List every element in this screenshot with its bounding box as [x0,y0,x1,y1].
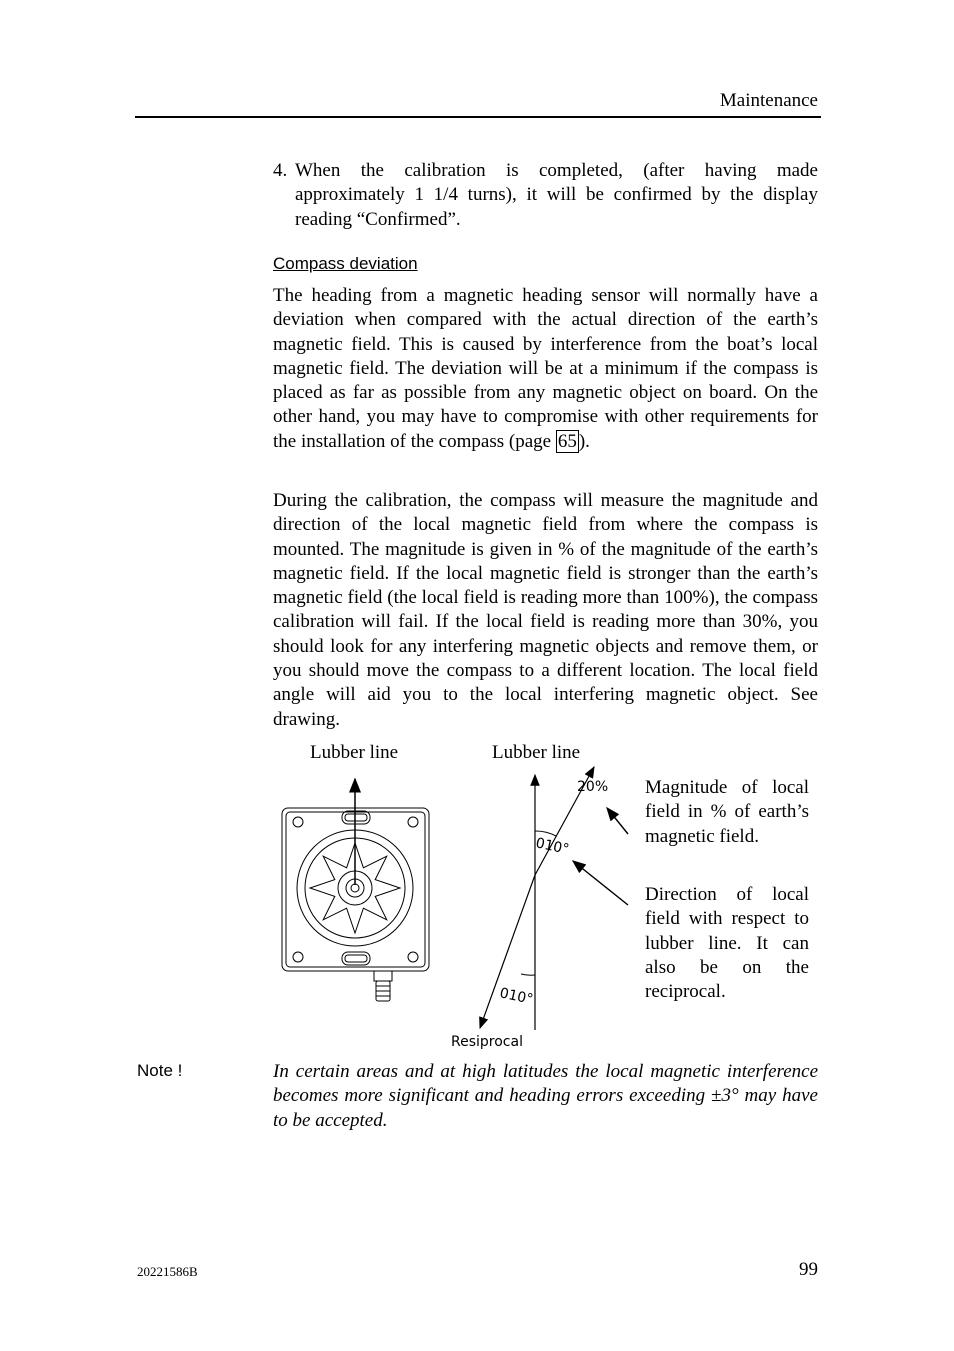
caption-magnitude: Magnitude of local field in % of earth’s magnetic field. [645,777,809,847]
header-section-title: Maintenance [719,90,818,111]
paragraph-deviation-end: ). [578,430,590,452]
document-number: 20221586B [137,1264,198,1279]
caption-direction: Direction of local field with respect to lubber line. It can also be on the reciprocal. [645,884,809,1003]
angle-label-bottom: 010° [498,985,535,1008]
angle-label-top: 010° [534,835,571,858]
paragraph-calibration: During the calibration, the compass will measure the magnitude and direction of the local magnetic field from where the compass is mounted. The magnitude is given in % of the magnitude of the earth’s magnetic field. If the local magnetic field is stronger than the earth’s magnetic field (the local field is reading more than 100%), the compass calibration will fail. If the local field is reading more than 30%, you should look for any interfering magnetic objects and remove them, or you should move the compass to a different location. The local field angle will aid you to the local interfering magnetic object. See drawing. [273,490,818,730]
step-4 [273,159,818,232]
paragraph-deviation [273,284,818,454]
step-text: When the calibration is completed, (after having made approximately 1 1/4 turns), it will be confirmed by the display reading “Confirmed”. [295,160,818,230]
page-number: 99 [799,1259,818,1280]
compass-deviation-heading: Compass deviation [273,254,418,273]
magnitude-pointer-arrow [607,808,628,834]
page-header [135,88,821,118]
note-text: In certain areas and at high latitudes the local magnetic interference becomes more significant and heading errors exceeding ±3° may have to be accepted. [273,1061,818,1131]
paragraph-deviation-text: The heading from a magnetic heading sensor will normally have a deviation when compared with the actual direction of the earth’s magnetic field. This is caused by interference from the boat’s local magnetic field. The deviation will be at a minimum if the compass is placed as far as possible from any magnetic object on board. On the other hand, you may have to compromise with other requirements for the installation of the compass (page [273,285,818,452]
page-reference-link[interactable]: 65 [557,430,577,452]
compass-deviation-drawing [270,765,645,1055]
note-label: Note ! [137,1061,183,1080]
angle-arc-bottom [521,974,535,975]
magnitude-value-label: 20% [577,779,609,795]
lubber-line-label-left: Lubber line [310,742,399,763]
direction-pointer-arrow [573,861,628,905]
step-number: 4. [273,160,288,181]
lubber-line-label-right: Lubber line [492,742,581,763]
reciprocal-label: Resiprocal [451,1034,523,1050]
